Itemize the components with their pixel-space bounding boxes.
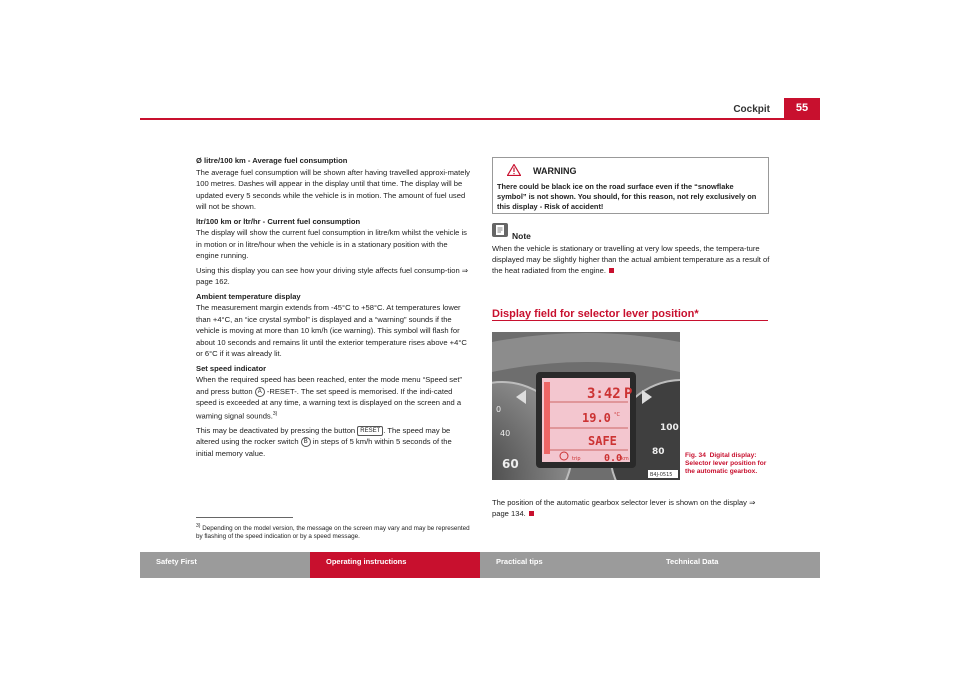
footer-tab-operating-instructions[interactable]: Operating instructions: [310, 552, 480, 578]
speed-text-d: . The speed may be altered using the rocker switch: [196, 425, 451, 447]
lcd-message: SAFE: [588, 434, 617, 448]
lcd-trip-unit: km: [621, 456, 629, 462]
speed-heading: Set speed indicator: [196, 363, 267, 373]
button-a-key: A: [255, 387, 265, 397]
gauge-label-100: 100: [660, 423, 679, 433]
gauge-label-80: 80: [652, 447, 665, 457]
footnote: [196, 522, 471, 541]
note-body: [492, 243, 770, 276]
footnote-marker: 3): [196, 523, 201, 529]
footer-nav: [140, 552, 820, 578]
speed-text-e: in steps of 5 km/h within 5 seconds of the initial memory value.: [196, 437, 452, 458]
footnote-rule: [196, 517, 293, 518]
temp-body: The measurement margin extends from -45°C to +58°C. At temperatures lower than +4°C, an “ice crystal symbol” is displayed and a “warning” sounds if the vehicle is moving at more than 10 km/h (ice warning). This symbol will flash for about 10 seconds and remains lit until the exterior temperature rises above +4°C or 6°C if it was already lit.: [196, 303, 467, 358]
warning-triangle-icon: [507, 164, 521, 176]
dashboard-figure: [492, 332, 680, 480]
temp-heading: Ambient temperature display: [196, 291, 301, 301]
footer-tab-practical-tips[interactable]: Practical tips: [480, 552, 650, 578]
gauge-label-0: 0: [496, 405, 502, 414]
fuel-avg-heading: Ø litre/100 km - Average fuel consumption: [196, 156, 348, 165]
figure-caption-text: Digital display: Selector lever position for the automatic gearbox.: [685, 452, 767, 475]
warning-box: [492, 157, 769, 214]
note-title: Note: [512, 231, 531, 241]
lcd-gear: P: [624, 386, 633, 402]
reset-key: RESET: [357, 426, 383, 436]
figure-number: Fig. 34: [685, 452, 706, 459]
warning-body: There could be black ice on the road surface even if the “snowflake symbol” is not shown. You should, for this reason, not rely exclusively on this display - Risk of accident!: [497, 182, 757, 211]
footer-tab-technical-data[interactable]: Technical Data: [650, 552, 820, 578]
footnote-ref: 3): [272, 410, 278, 417]
speed-text-c: This may be deactivated by pressing the button: [196, 425, 356, 435]
note-icon: [492, 223, 508, 237]
footnote-text: Depending on the model version, the message on the screen may vary and may be represented by flashing of the speed indication or by a speed message.: [196, 525, 470, 541]
lcd-trip-value: 0.0: [604, 453, 623, 464]
gauge-label-40: 40: [500, 429, 511, 438]
footer-tab-safety-first[interactable]: Safety First: [140, 552, 310, 578]
left-column: [196, 155, 471, 462]
lcd-temp: 19.0: [582, 411, 611, 425]
end-marker-icon: [609, 268, 614, 273]
button-b-key: B: [301, 437, 311, 447]
dashboard-illustration: [492, 332, 680, 480]
fuel-avg-body: The average fuel consumption will be shown after having travelled approxi-mately 100 metres. Dashes will appear in the display until that time. The display will be updated every 5 seconds while the vehicle is in motion. The amount of fuel used will not be shown.: [196, 167, 470, 211]
fuel-cur-heading: ltr/100 km or ltr/hr - Current fuel consumption: [196, 216, 361, 226]
figure-caption: [685, 452, 775, 476]
figure-code: B4J-0515: [650, 472, 673, 478]
header-rule: [140, 118, 820, 120]
speed-text-a: When the required speed has been reached, enter the mode menu “Speed set” and press button: [196, 375, 462, 396]
speed-body-2: [196, 425, 471, 460]
lcd-temp-unit: °C: [614, 412, 620, 418]
selector-description: [492, 497, 770, 519]
lcd-trip-label: trip: [572, 456, 581, 462]
note-text: When the vehicle is stationary or travelling at very low speeds, the tempera-ture displayed may be slightly higher than the actual ambient temperature as a result of the heat radiated from the engine.: [492, 244, 770, 275]
end-marker-icon: [529, 511, 534, 516]
gauge-label-60: 60: [502, 457, 519, 471]
section-rule: [492, 320, 768, 321]
page-number: 55: [784, 98, 820, 118]
section-title: Cockpit: [733, 104, 770, 115]
selector-section-title: Display field for selector lever position*: [492, 308, 699, 320]
warning-title: WARNING: [533, 166, 577, 176]
speed-body: [196, 374, 471, 422]
speed-text-b: -RESET-. The set speed is memorised. If the indi-cated speed is exceeded at any time, a warning text is displayed on the screen and a waming signal sounds.: [196, 386, 462, 421]
fuel-cur-body-2: Using this display you can see how your driving style affects fuel consump-tion ⇒ page 162.: [196, 265, 469, 286]
fuel-cur-body: The display will show the current fuel consumption in litre/km whilst the vehicle is in motion or in litre/hour when the vehicle is in a stationary position with the engine running.: [196, 228, 467, 260]
selector-description-text: The position of the automatic gearbox selector lever is shown on the display ⇒ page 134.: [492, 498, 756, 518]
lcd-time: 3:42: [587, 386, 621, 402]
